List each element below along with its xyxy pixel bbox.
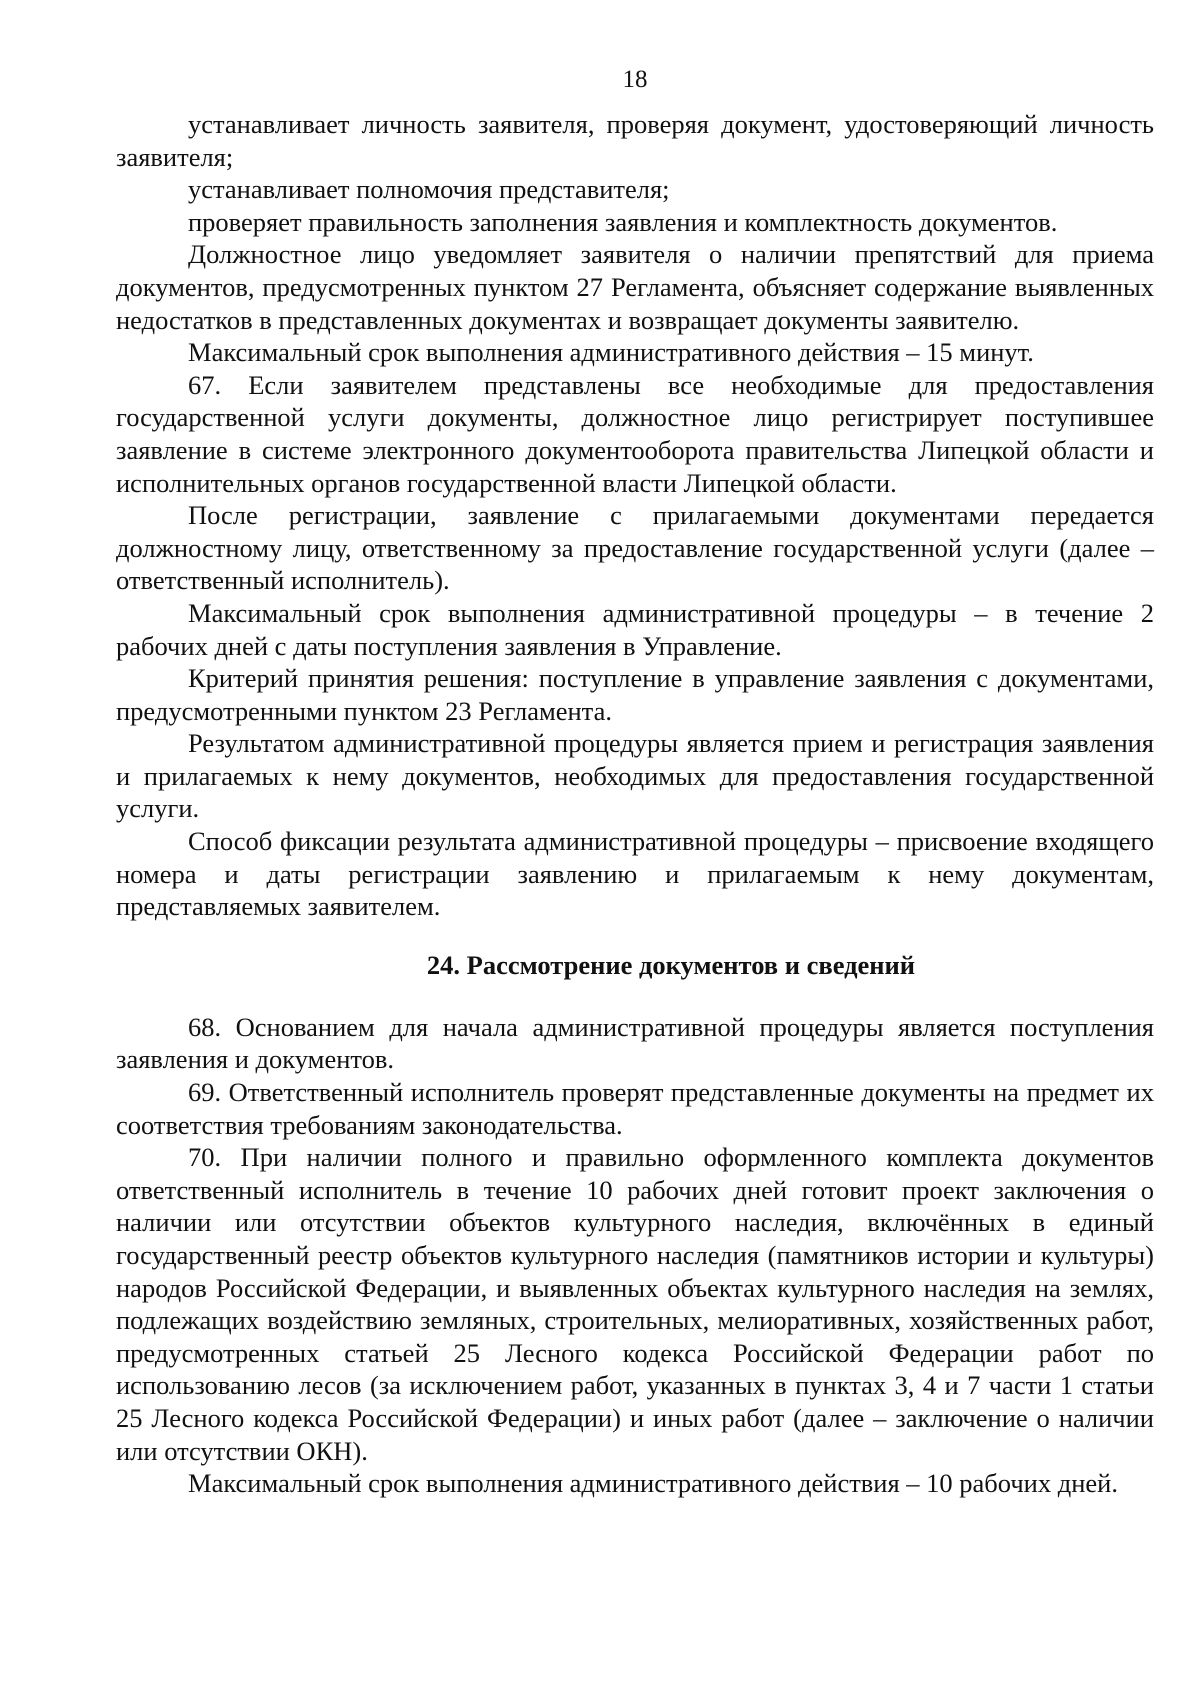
paragraph-item-67: 67. Если заявителем представлены все необходимые для предоставления государственной услуги документы, должностное лицо регистрирует поступившее заявление в системе электронного документооборота правительства Липецкой области и исполнительных органов государственной власти Липецкой области.	[116, 369, 1154, 498]
paragraph-item-70: 70. При наличии полного и правильно оформленного комплекта документов ответственный исполнитель в течение 10 рабочих дней готовит проект заключения о наличии или отсутствии объектов культурного наследия, включённых в единый государственный реестр объектов культурного наследия (памятников истории и культуры) народов Российской Федерации, и выявленных объектах культурного наследия на землях, подлежащих воздействию земляных, строительных, мелиоративных, хозяйственных работ, предусмотренных статьей 25 Лесного кодекса Российской Федерации работ по использованию лесов (за исключением работ, указанных в пунктах 3, 4 и 7 части 1 статьи 25 Лесного кодекса Российской Федерации) и иных работ (далее – заключение о наличии или отсутствии ОКН).	[116, 1142, 1154, 1466]
paragraph-completeness-check: проверяет правильность заполнения заявления и комплектность документов.	[188, 206, 1058, 237]
paragraph-item-68: 68. Основанием для начала административной процедуры является поступления заявления и документов.	[116, 1011, 1154, 1075]
paragraph-item-69: 69. Ответственный исполнитель проверят представленные документы на предмет их соответствия требованиям законодательства.	[116, 1077, 1154, 1140]
paragraph-obstacles-notice: Должностное лицо уведомляет заявителя о наличии препятствий для приема документов, предусмотренных пунктом 27 Регламента, объясняет содержание выявленных недостатков в представленных документах и возвращает документы заявителю.	[116, 239, 1154, 335]
paragraph-decision-criterion: Критерий принятия решения: поступление в управление заявления с документами, предусмотренными пунктом 23 Регламента.	[116, 663, 1154, 726]
section-heading: 24. Рассмотрение документов и сведений	[426, 949, 916, 980]
page-number: 18	[622, 66, 648, 93]
paragraph-representative-authority: устанавливает полномочия представителя;	[188, 174, 670, 205]
paragraph-result-fixation: Способ фиксации результата административной процедуры – присвоение входящего номера и даты регистрации заявлению и прилагаемым к нему документам, представляемых заявителем.	[116, 826, 1154, 922]
paragraph-after-registration: После регистрации, заявление с прилагаемыми документами передается должностному лицу, ответственному за предоставление государственной услуги (далее – ответственный исполнитель).	[116, 500, 1154, 596]
paragraph-max-time-2-days: Максимальный срок выполнения административной процедуры – в течение 2 рабочих дней с даты поступления заявления в Управление.	[116, 597, 1154, 661]
paragraph-max-time-10-days: Максимальный срок выполнения административного действия – 10 рабочих дней.	[188, 1468, 1118, 1499]
document-page	[116, 64, 1154, 1500]
paragraph-max-time-15-min: Максимальный срок выполнения административного действия – 15 минут.	[188, 337, 1034, 368]
paragraph-procedure-result: Результатом административной процедуры является прием и регистрация заявления и прилагаемых к нему документов, необходимых для предоставления государственной услуги.	[116, 728, 1154, 824]
paragraph-identity-check: устанавливает личность заявителя, проверяя документ, удостоверяющий личность заявителя;	[116, 109, 1154, 172]
